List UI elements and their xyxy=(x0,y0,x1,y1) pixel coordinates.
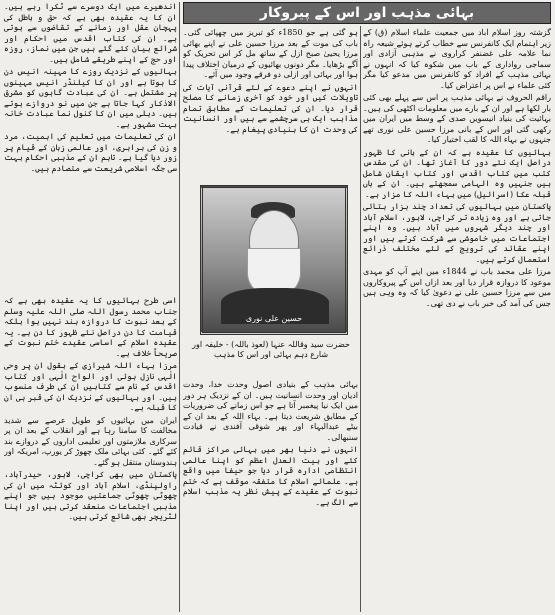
paragraph: انہوں نے دنیا بھر میں بہائی مراکز قائم کئے اور بیت العدل اعظم کو اپنا عالمی انتظامی ادارہ قرار دیا جو حیفا میں واقع ہے۔ علمائے اسلام کا متفقہ موقف ہے کہ ختم نبوت کے عقیدے کے پیش نظر یہ مذہب اسلام سے الگ ہے۔ xyxy=(183,445,358,507)
paragraph: اندھیرے میں ایک دوسرے سے ٹکرا رہے ہیں۔ ان کا یہ عقیدہ بھی ہے کہ حق و باطل کی پہچان عقل اور زمانے کے تقاضوں سے ہوتی ہے۔ ان کی کتاب اقدس میں احکام اور شرائع بیان کئے گئے ہیں جن میں نماز، روزہ اور حج کے اپنے طریقے شامل ہیں۔ xyxy=(4,2,177,64)
paragraph: پاکستان میں بہائیوں کی تعداد چند ہزار بتائی جاتی ہے اور وہ زیادہ تر کراچی، لاہور، اسلام آباد اور چند دیگر شہروں میں آباد ہیں۔ وہ اپنے اجتماعات میں خاموشی سے شرکت کرتے ہیں اور اپنے عقائد کی ترویج کے لئے مختلف ذرائع استعمال کرتے ہیں۔ xyxy=(363,202,551,264)
paragraph: مرزا علی محمد باب نے 1844ء میں اپنے آپ کو مہدی موعود کا دروازہ قرار دیا اور بعد ازاں اس کے پیروکاروں میں سے مرزا حسین علی نے دعویٰ کیا کہ وہ وہی ہیں جس کی آمد کی خبر باب نے دی تھی۔ xyxy=(363,267,551,308)
paragraph: پاکستان میں بھی کراچی، لاہور، حیدرآباد، راولپنڈی، اسلام آباد اور کوئٹہ میں ان کی چھوٹی چھوٹی جماعتیں موجود ہیں جو اپنے مذہبی اجتماعات منعقد کرتی ہیں اور اپنا لٹریچر بھی شائع کرتی ہیں۔ xyxy=(4,470,177,521)
article-column-left-bottom xyxy=(4,296,177,612)
paragraph: گزشتہ روز اسلام آباد میں جمعیت علماء اسلام (ق) کے زیر اہتمام ایک کانفرنس سے خطاب کرتے ہوئے شیعہ راہ نما علامہ علی غضنفر کراروی نے مذہبی آزادی اور سماجی رواداری کے باب میں شکوہ کیا کہ انہوں نے بہائی مذہب کے افراد کو کانفرنس میں مدعو کیا مگر کئی علماء نے اس پر اعتراض کیا۔ xyxy=(363,28,551,90)
paragraph: ان کی تعلیمات میں تعلیم کی اہمیت، مرد و زن کی برابری، اور عالمی زبان کے قیام پر زور دیا گیا ہے۔ تاہم ان کے مذہبی احکام بہت سی جگہ اسلامی شریعت سے متصادم ہیں۔ xyxy=(4,132,177,173)
photo-caption: حضرت سید وقاللہ عنہا (لعوذ باللہ) - خلیفہ اور شارع دہم بہائی اور اس کا مذہب xyxy=(192,340,350,359)
paragraph: مرزا بہاء اللہ شیرازی کے بقول ان پر وحی الٰہی نازل ہوئی اور الواح الٰہی اور کتاب اقدس کے نام سے کتابیں ان کی طرف منسوب ہیں۔ اور بہائیوں کے نزدیک ان کی قبر ہی ان کا قبلہ ہے۔ xyxy=(4,361,177,412)
paragraph: ایران میں بہائیوں کو طویل عرصے سے شدید مخالفت کا سامنا رہا ہے اور انقلاب کے بعد ان پر سرکاری ملازمتوں اور تعلیمی اداروں کے دروازے بند کئے گئے۔ کئی بہائی ملک چھوڑ کر یورپ، امریکہ اور ہندوستان منتقل ہو گئے۔ xyxy=(4,415,177,467)
column-divider xyxy=(179,2,180,612)
paragraph: بہائیوں کا عقیدہ ہے کہ ان کے بانی کا ظہور دراصل ایک نئے دور کا آغاز تھا۔ ان کی مقدس کتب میں کتاب اقدس اور کتاب ایقان شامل ہیں جنہیں وہ الہامی سمجھتے ہیں۔ ان کے ہاں قبلہ عکا (اسرائیل) میں بہاء اللہ کا مزار ہے۔ xyxy=(363,147,551,199)
column-divider xyxy=(360,26,361,612)
paragraph: بہائیوں کے نزدیک روزے کا مہینہ انیس دن کا ہوتا ہے اور ان کا کیلنڈر انیس مہینوں پر مشتمل ہے۔ ان کی عبادت گاہوں کو مشرق الاذکار کہا جاتا ہے جن میں نو دروازے ہوتے ہیں۔ دہلی میں ان کا کنول نما عبادت خانہ بہت مشہور ہے۔ xyxy=(4,67,177,129)
article-column-middle-bottom xyxy=(183,380,358,612)
article-column-middle-top xyxy=(183,28,358,178)
paragraph: انہوں نے اپنے دعوے کے لئے قرآنی آیات کی تاویلات کیں اور خود کو آخری زمانے کا مصلح قرار دیا۔ ان کی تعلیمات کے مطابق تمام مذاہب ایک ہی سرچشمے سے ہیں اور انسانیت کی وحدت ان کا بنیادی پیغام ہے۔ xyxy=(183,82,358,134)
article-column-left-top xyxy=(4,2,177,292)
portrait-photo xyxy=(200,185,348,335)
article-headline xyxy=(183,2,551,24)
paragraph: ہو گئی ہے جو 1850ء کو تبریز میں چھپائی گئی۔ باب کی موت کے بعد مرزا حسین علی نے اپنے بھائی مرزا یحییٰ صبح ازل کے ساتھ مل کر اس تحریک کو آگے بڑھایا۔ مگر دونوں بھائیوں کے درمیان اختلاف پیدا ہوا اور بہائی اور ازلی دو فرقے وجود میں آئے۔ xyxy=(183,28,358,79)
paragraph: اسی طرح بہائیوں کا یہ عقیدہ بھی ہے کہ جناب محمد رسول اللہ صلی اللہ علیہ وسلم کے بعد نبوت کا دروازہ بند نہیں ہوا بلکہ قیامت کا دن دراصل نئے ظہور کا دن ہے۔ یہ عقیدہ اسلام کے اساسی عقیدے ختم نبوت کے صریحاً خلاف ہے۔ xyxy=(4,296,177,358)
paragraph: راقم الحروف نے بہائی مذہب پر اس سے پہلے بھی کئی بار لکھا ہے اور ان کے بارے میں معلومات اکٹھی کی ہیں۔ بہائیت کی بنیاد انیسویں صدی کے وسط میں ایران میں رکھی گئی اور اس کے بانی مرزا حسین علی نوری تھے جنہوں نے بہاء اللہ کا لقب اختیار کیا۔ xyxy=(363,93,551,144)
paragraph: بہائی مذہب کے بنیادی اصول وحدت خدا، وحدت ادیان اور وحدت انسانیت ہیں۔ ان کے نزدیک ہر دور میں ایک نیا پیغمبر آتا ہے جو اس زمانے کی ضروریات کے مطابق شریعت دیتا ہے۔ بہاء اللہ کے بعد ان کے بیٹے عبدالبہاء اور پھر شوقی آفندی نے قیادت سنبھالی۔ xyxy=(183,380,358,442)
photo-nameplate: حسین علی نوری xyxy=(245,314,303,323)
headline-text: بہائی مذہب اور اس کے پیروکار xyxy=(259,5,475,21)
article-column-right xyxy=(363,28,551,612)
